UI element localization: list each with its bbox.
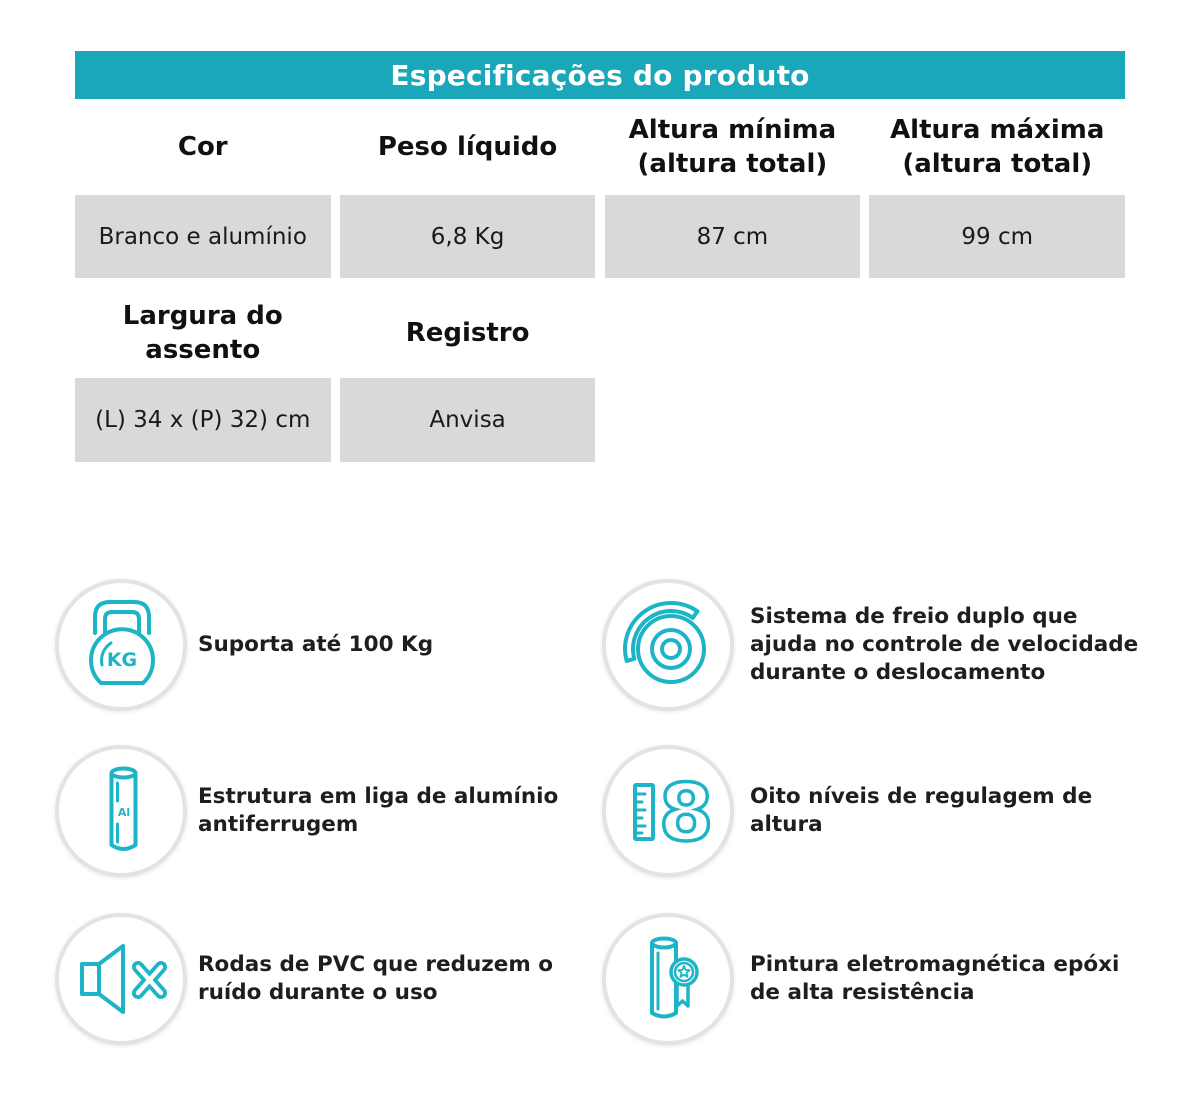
spec-header-line: (altura total) bbox=[637, 149, 828, 179]
spec-table bbox=[75, 99, 1125, 462]
aluminum-tube-icon bbox=[55, 745, 187, 877]
spec-header-color bbox=[75, 99, 331, 195]
spec-header-line: Altura mínima bbox=[628, 115, 837, 145]
feature-icon-circle bbox=[602, 579, 734, 711]
kettlebell-icon bbox=[55, 579, 187, 711]
aluminum-al-label: Al bbox=[117, 806, 131, 819]
feature-height-levels bbox=[602, 745, 1092, 877]
feature-text-line: Rodas de PVC que reduzem o bbox=[198, 952, 554, 977]
specs-banner bbox=[75, 51, 1125, 99]
feature-epoxy-paint bbox=[602, 913, 1119, 1045]
feature-text-line: ruído durante o uso bbox=[198, 980, 438, 1005]
spec-value-seat-width: (L) 34 x (P) 32) cm bbox=[75, 378, 331, 462]
feature-text bbox=[198, 631, 433, 659]
spec-header-line: Cor bbox=[177, 132, 228, 162]
spec-header-max-height bbox=[869, 99, 1125, 195]
feature-dual-brake bbox=[602, 579, 1138, 711]
feature-text-line: Estrutura em liga de alumínio bbox=[198, 784, 559, 809]
feature-text-line: Suporta até 100 Kg bbox=[198, 632, 434, 657]
feature-pvc-wheels bbox=[55, 913, 553, 1045]
ruler-eight-label: 8 bbox=[659, 769, 714, 859]
feature-text bbox=[750, 951, 1119, 1007]
feature-icon-circle bbox=[602, 745, 734, 877]
spec-header-line: Registro bbox=[405, 318, 530, 348]
spec-header-seat-width bbox=[75, 278, 331, 378]
ruler-height-icon bbox=[602, 745, 734, 877]
feature-weight-capacity bbox=[55, 579, 433, 711]
brake-disc-icon bbox=[602, 579, 734, 711]
spec-header-line: Peso líquido bbox=[377, 132, 558, 162]
spec-value-registration: Anvisa bbox=[340, 378, 596, 462]
feature-text-line: durante o deslocamento bbox=[750, 660, 1046, 685]
feature-text bbox=[198, 951, 553, 1007]
kettlebell-kg-label: KG bbox=[106, 649, 138, 671]
paint-roll-badge-icon bbox=[602, 913, 734, 1045]
feature-text bbox=[198, 783, 558, 839]
muted-speaker-icon bbox=[55, 913, 187, 1045]
spec-value-min-height: 87 cm bbox=[605, 195, 861, 278]
feature-text bbox=[750, 603, 1138, 687]
spec-header-min-height bbox=[605, 99, 861, 195]
feature-icon-circle bbox=[55, 579, 187, 711]
feature-text-line: Oito níveis de regulagem de bbox=[750, 784, 1093, 809]
feature-text-line: altura bbox=[750, 812, 823, 837]
spec-value-net-weight: 6,8 Kg bbox=[340, 195, 596, 278]
feature-text bbox=[750, 783, 1092, 839]
feature-text-line: Pintura eletromagnética epóxi bbox=[750, 952, 1120, 977]
feature-text-line: de alta resistência bbox=[750, 980, 975, 1005]
spec-header-line: assento bbox=[145, 335, 261, 365]
banner-title: Especificações do produto bbox=[390, 58, 810, 92]
feature-text-line: Sistema de freio duplo que bbox=[750, 604, 1078, 629]
feature-icon-circle bbox=[602, 913, 734, 1045]
feature-text-line: ajuda no controle de velocidade bbox=[750, 632, 1139, 657]
feature-icon-circle bbox=[55, 913, 187, 1045]
spec-header-registration bbox=[340, 278, 596, 378]
spec-value-color: Branco e alumínio bbox=[75, 195, 331, 278]
spec-header-line: Largura do bbox=[122, 301, 283, 331]
spec-header-line: Altura máxima bbox=[890, 115, 1105, 145]
spec-header-line: (altura total) bbox=[902, 149, 1093, 179]
feature-aluminum-frame bbox=[55, 745, 558, 877]
spec-header-net-weight bbox=[340, 99, 596, 195]
spec-value-max-height: 99 cm bbox=[869, 195, 1125, 278]
feature-icon-circle bbox=[55, 745, 187, 877]
feature-text-line: antiferrugem bbox=[198, 812, 359, 837]
